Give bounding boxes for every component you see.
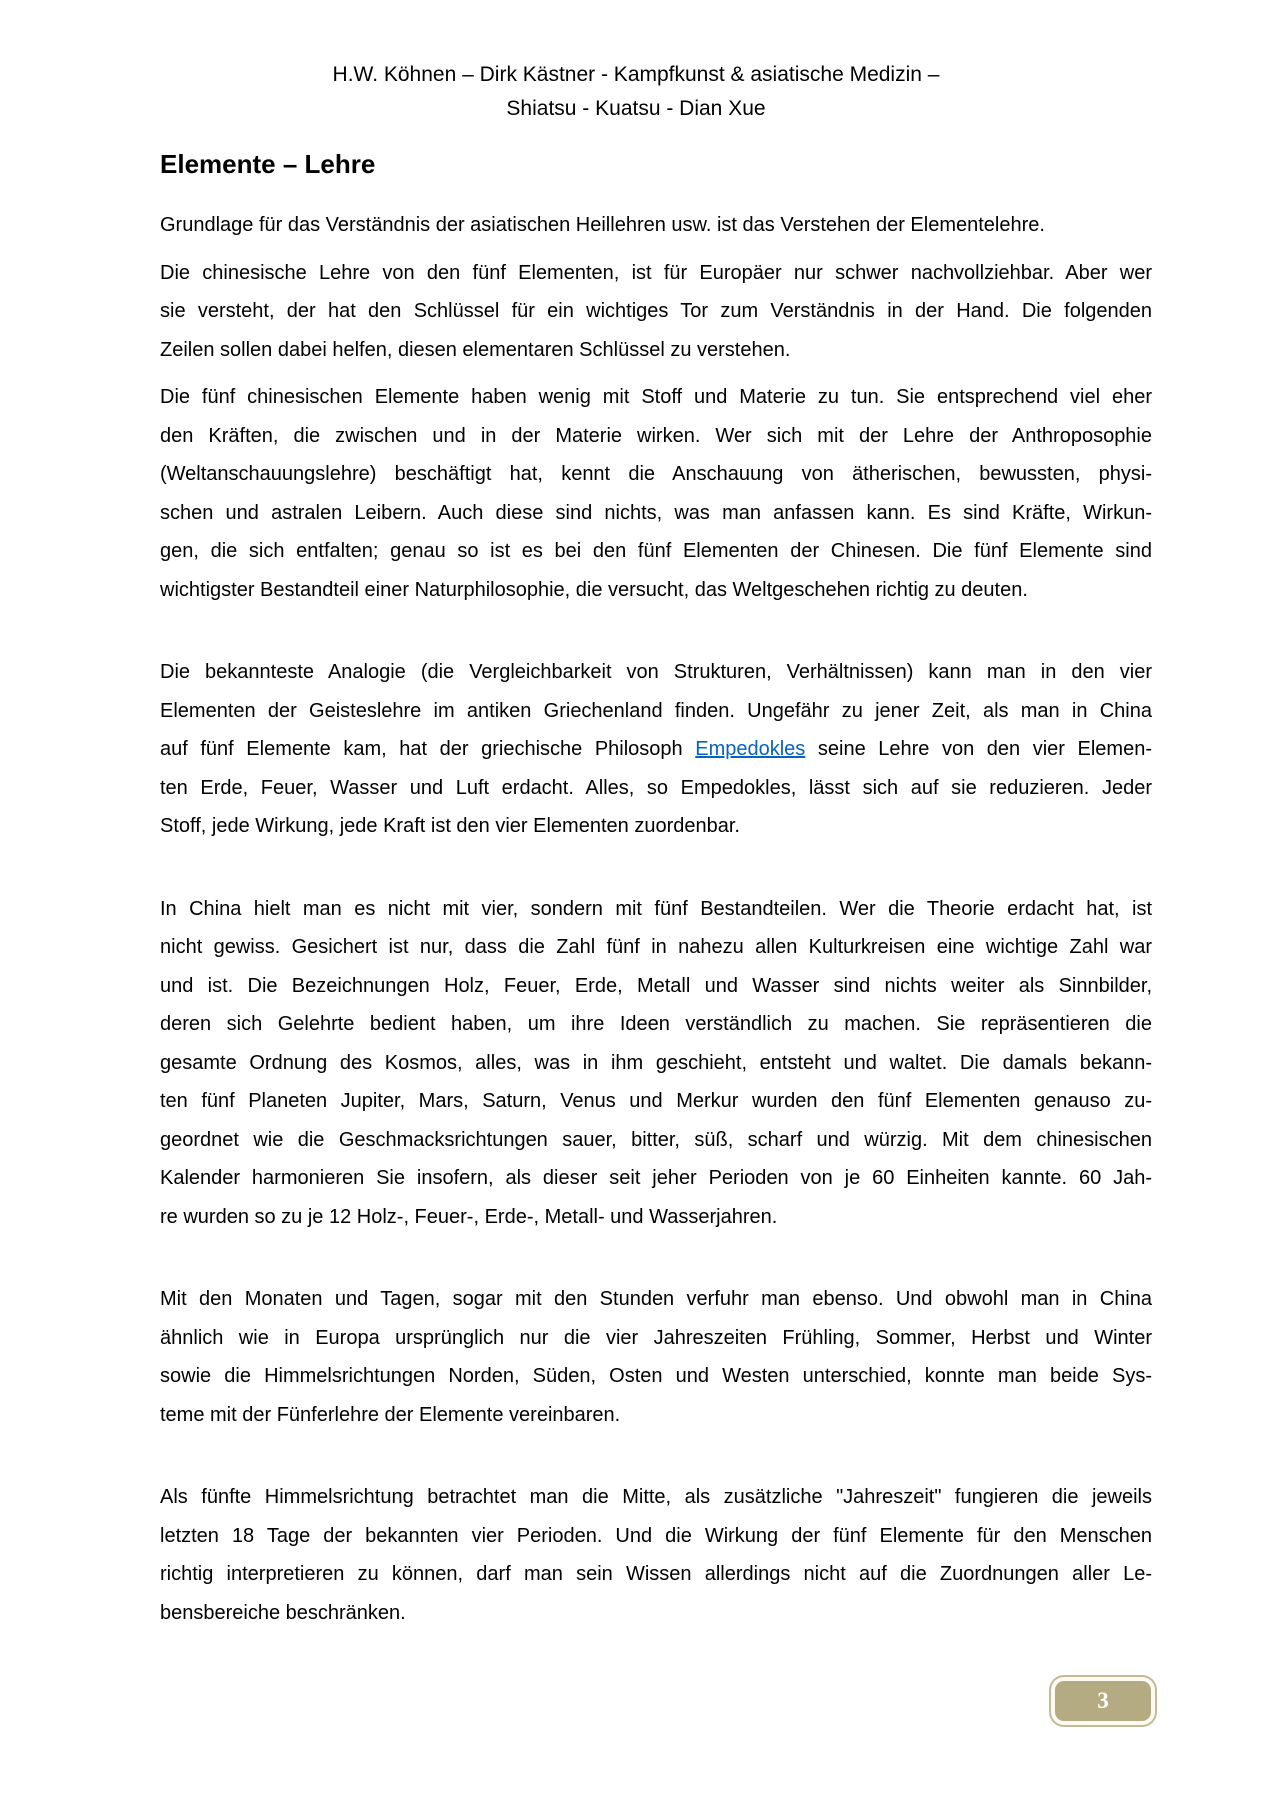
paragraph-5 — [160, 890, 1152, 1237]
text-line: re wurden so zu je 12 Holz-, Feuer-, Erde-, Metall- und Wasserjahren. — [160, 1205, 778, 1228]
text-line: ten fünf Planeten Jupiter, Mars, Saturn, Venus und Merkur wurden den fünf Elementen genauso zu- — [160, 1090, 1152, 1112]
paragraph-2 — [160, 254, 1152, 370]
text-line: gen, die sich entfalten; genau so ist es bei den fünf Elementen der Chinesen. Die fünf Elemente sind — [160, 540, 1152, 562]
text-line: gesamte Ordnung des Kosmos, alles, was in ihm geschieht, entsteht und waltet. Die damals bekann- — [160, 1051, 1152, 1074]
text-line: geordnet wie die Geschmacksrichtungen sauer, bitter, süß, scharf und würzig. Mit dem chinesischen — [160, 1128, 1152, 1151]
text-line: schen und astralen Leibern. Auch diese sind nichts, was man anfassen kann. Es sind Kräfte, Wirkun- — [160, 501, 1152, 524]
text-line: ähnlich wie in Europa ursprünglich nur die vier Jahreszeiten Frühling, Sommer, Herbst und Winter — [160, 1326, 1152, 1349]
header-line-1: H.W. Köhnen – Dirk Kästner - Kampfkunst & asiatische Medizin – — [332, 63, 940, 86]
paragraph-4 — [160, 653, 1152, 846]
text-line: teme mit der Fünferlehre der Elemente vereinbaren. — [160, 1403, 621, 1426]
text-line: Zeilen sollen dabei helfen, diesen elementaren Schlüssel zu verstehen. — [160, 338, 791, 361]
text-line: letzten 18 Tage der bekannten vier Perioden. Und die Wirkung der fünf Elemente für den Menschen — [160, 1524, 1152, 1547]
page-header — [0, 58, 1272, 126]
text-line: bensbereiche beschränken. — [160, 1601, 406, 1624]
page-number-badge — [1055, 1681, 1151, 1721]
text-segment: auf fünf Elemente kam, hat der griechische Philosoph — [160, 738, 696, 760]
text-line: und ist. Die Bezeichnungen Holz, Feuer, Erde, Metall und Wasser sind nichts weiter als Sinnbilder, — [160, 974, 1152, 997]
text-line: wichtigster Bestandteil einer Naturphilosophie, die versucht, das Weltgeschehen richtig zu deuten. — [160, 578, 1028, 601]
text-line: sie versteht, der hat den Schlüssel für ein wichtiges Tor zum Verständnis in der Hand. Die folgenden — [160, 300, 1152, 322]
text-line: In China hielt man es nicht mit vier, sondern mit fünf Bestandteilen. Wer die Theorie erdacht hat, ist — [160, 897, 1152, 920]
text-line: sowie die Himmelsrichtungen Norden, Süden, Osten und Westen unterschied, konnte man beide Sys- — [160, 1365, 1152, 1387]
paragraph-1 — [160, 206, 1152, 245]
text-line — [160, 730, 1152, 769]
text-line: Kalender harmonieren Sie insofern, als dieser seit jeher Perioden von je 60 Einheiten kannte. 60 Jah- — [160, 1167, 1152, 1189]
text-line: Elementen der Geisteslehre im antiken Griechenland finden. Ungefähr zu jener Zeit, als man in China — [160, 699, 1152, 722]
text-line: Die bekannteste Analogie (die Vergleichbarkeit von Strukturen, Verhältnissen) kann man in den vier — [160, 661, 1152, 683]
text-line: Die chinesische Lehre von den fünf Elementen, ist für Europäer nur schwer nachvollziehbar. Aber wer — [160, 261, 1152, 284]
text-line: ten Erde, Feuer, Wasser und Luft erdacht. Alles, so Empedokles, lässt sich auf sie reduzieren. Jeder — [160, 776, 1152, 799]
page-title: Elemente – Lehre — [160, 149, 376, 180]
text-line: Grundlage für das Verständnis der asiatischen Heillehren usw. ist das Verstehen der Elementelehre. — [160, 214, 1045, 236]
text-line: nicht gewiss. Gesichert ist nur, dass die Zahl fünf in nahezu allen Kulturkreisen eine wichtige Zahl war — [160, 936, 1152, 958]
empedokles-link[interactable]: Empedokles — [695, 738, 806, 760]
text-line: Stoff, jede Wirkung, jede Kraft ist den vier Elementen zuordenbar. — [160, 815, 740, 837]
document-body — [160, 206, 1152, 1641]
text-segment: seine Lehre von den vier Elemen- — [805, 738, 1152, 760]
paragraph-6 — [160, 1280, 1152, 1434]
text-line: (Weltanschauungslehre) beschäftigt hat, kennt die Anschauung von ätherischen, bewussten, physi- — [160, 463, 1152, 485]
text-line: richtig interpretieren zu können, darf man sein Wissen allerdings nicht auf die Zuordnungen aller Le- — [160, 1563, 1152, 1585]
paragraph-3 — [160, 378, 1152, 609]
paragraph-7 — [160, 1478, 1152, 1632]
text-line: Als fünfte Himmelsrichtung betrachtet man die Mitte, als zusätzliche "Jahreszeit" fungieren die jeweils — [160, 1486, 1152, 1508]
text-line: deren sich Gelehrte bedient haben, um ihre Ideen verständlich zu machen. Sie repräsentieren die — [160, 1013, 1152, 1035]
header-line-2: Shiatsu - Kuatsu - Dian Xue — [506, 97, 766, 120]
page-number: 3 — [1097, 1688, 1109, 1713]
text-line: den Kräften, die zwischen und in der Materie wirken. Wer sich mit der Lehre der Anthroposophie — [160, 424, 1152, 447]
text-line: Mit den Monaten und Tagen, sogar mit den Stunden verfuhr man ebenso. Und obwohl man in China — [160, 1288, 1152, 1310]
text-line: Die fünf chinesischen Elemente haben wenig mit Stoff und Materie zu tun. Sie entsprechend viel eher — [160, 386, 1152, 408]
